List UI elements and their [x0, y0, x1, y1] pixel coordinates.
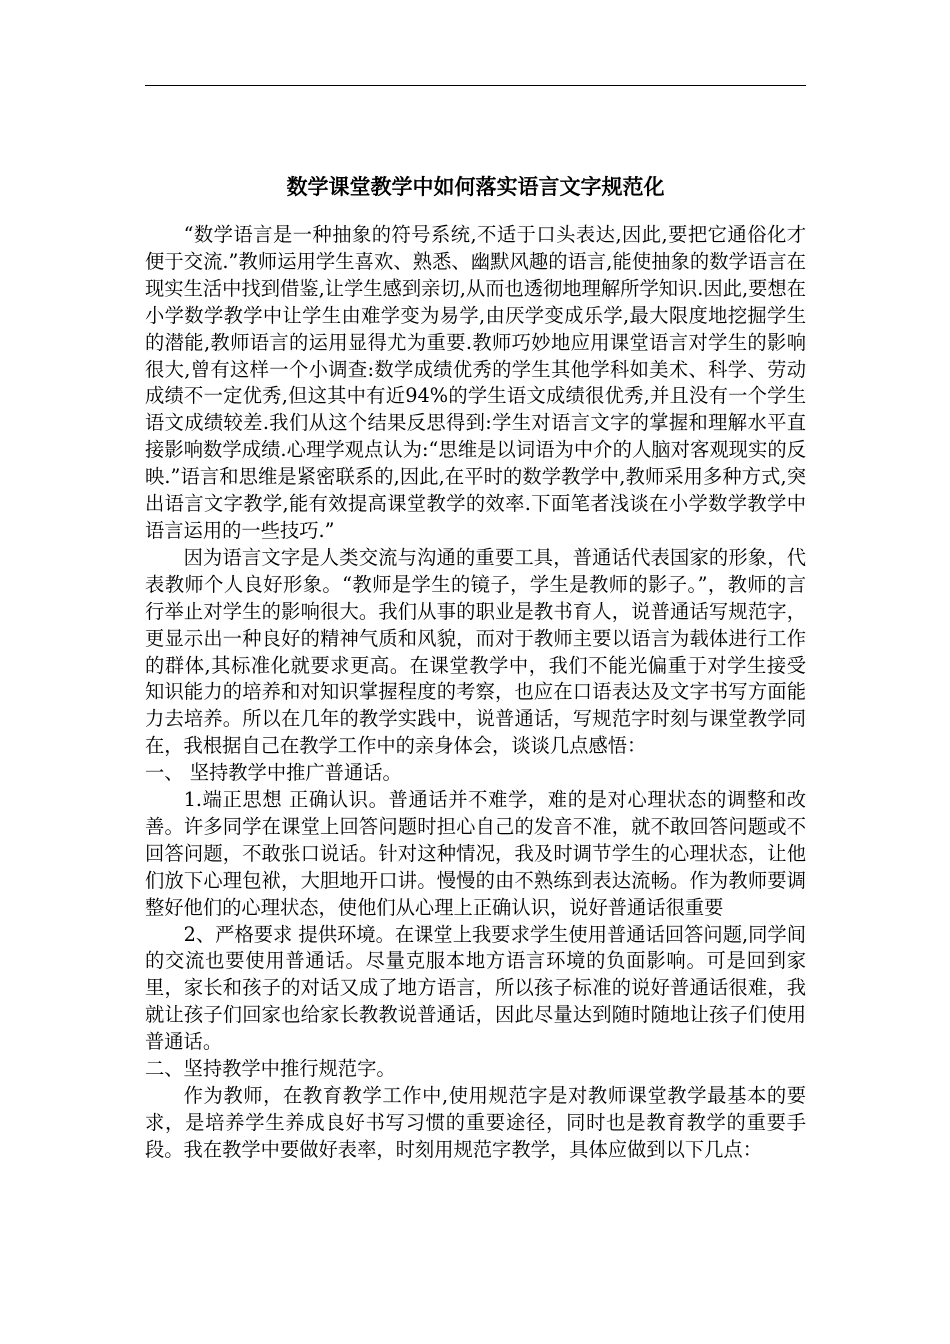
paragraph-point-2: 2、严格要求 提供环境。在课堂上我要求学生使用普通话回答问题,同学间的交流也要使用普通话。尽量克服本地方语言环境的负面影响。可是回到家里，家长和孩子的对话又成了地方语言，所以孩子标准的说好普通话很难，我就让孩子们回家也给家长教教说普通话，因此尽量达到随时随地让孩子们使用普通话。: [145, 922, 806, 1054]
document-body: [145, 222, 806, 1164]
paragraph-point-1: 1.端正思想 正确认识。普通话并不难学，难的是对心理状态的调整和改善。许多同学在课堂上回答问题时担心自己的发音不准，就不敢回答问题或不回答问题，不敢张口说话。针对这种情况，我及时调节学生的心理状态，让他们放下心理包袱，大胆地开口讲。慢慢的由不熟练到表达流畅。作为教师要调整好他们的心理状态，使他们从心理上正确认识，说好普通话很重要: [145, 788, 806, 919]
section-heading-standard-characters: 二、坚持教学中推行规范字。: [145, 1057, 396, 1081]
document-title: 数学课堂教学中如何落实语言文字规范化: [286, 175, 665, 199]
paragraph-standard-characters: 作为教师，在教育教学工作中,使用规范字是对教师课堂教学最基本的要求，是培养学生养成良好书写习惯的重要途径，同时也是教育教学的重要手段。我在教学中要做好表率，时刻用规范字教学，具体应做到以下几点：: [145, 1084, 806, 1161]
header-rule: [145, 85, 806, 86]
paragraph-language-importance: 因为语言文字是人类交流与沟通的重要工具，普通话代表国家的形象，代表教师个人良好形象。“教师是学生的镜子，学生是教师的影子。”，教师的言行举止对学生的影响很大。我们从事的职业是教书育人，说普通话写规范字，更显示出一种良好的精神气质和风貌，而对于教师主要以语言为载体进行工作的群体,其标准化就要求更高。在课堂教学中，我们不能光偏重于对学生接受知识能力的培养和对知识掌握程度的考察，也应在口语表达及文字书写方面能力去培养。所以在几年的教学实践中，说普通话，写规范字时刻与课堂教学同在，我根据自己在教学工作中的亲身体会，谈谈几点感悟：: [145, 545, 806, 758]
section-heading-putonghua: 一、 坚持教学中推广普通话。: [145, 761, 402, 785]
paragraph-intro: “数学语言是一种抽象的符号系统,不适于口头表达,因此,要把它通俗化才便于交流.”教师运用学生喜欢、熟悉、幽默风趣的语言,能使抽象的数学语言在现实生活中找到借鉴,让学生感到亲切,从而也透彻地理解所学知识.因此,要想在小学数学教学中让学生由难学变为易学,由厌学变成乐学,最大限度地挖掘学生的潜能,教师语言的运用显得尤为重要.教师巧妙地应用课堂语言对学生的影响很大,曾有这样一个小调查:数学成绩优秀的学生其他学科如美术、科学、劳动成绩不一定优秀,但这其中有近94%的学生语文成绩很优秀,并且没有一个学生语文成绩较差.我们从这个结果反思得到:学生对语言文字的掌握和理解水平直接影响数学成绩.心理学观点认为:“思维是以词语为中介的人脑对客观现实的反映.”语言和思维是紧密联系的,因此,在平时的数学教学中,教师采用多种方式,突出语言文字教学,能有效提高课堂教学的效率.下面笔者浅谈在小学数学教学中语言运用的一些技巧.”: [145, 223, 806, 542]
